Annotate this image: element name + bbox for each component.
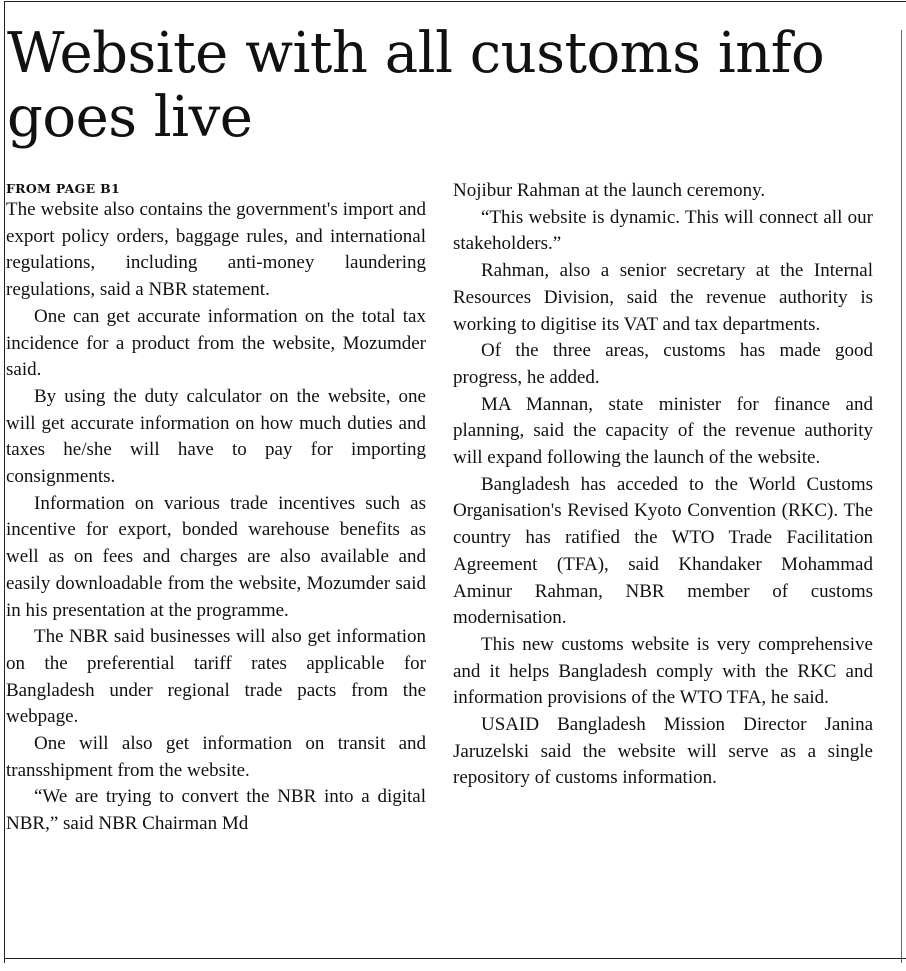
paragraph: Bangladesh has acceded to the World Customs Organisation's Revised Kyoto Convention (RKC). The country has ratified the WTO Trade Facilitation Agreement (TFA), said Khandaker Mohammad Aminur Rahman, NBR member of customs modernisation.	[453, 473, 873, 629]
paragraph: Rahman, also a senior secretary at the Internal Resources Division, said the revenue authority is working to digitise its VAT and tax departments.	[453, 260, 873, 335]
paragraph: MA Mannan, state minister for finance and planning, said the capacity of the revenue authority will expand following the launch of the website.	[453, 393, 873, 469]
paragraph: “This website is dynamic. This will connect all our stakeholders.”	[453, 206, 873, 255]
top-rule	[4, 1, 906, 2]
right-rule	[901, 30, 902, 963]
headline: Website with all customs info goes live	[7, 21, 825, 150]
paragraph: USAID Bangladesh Mission Director Janina Jaruzelski said the website will serve as a single repository of customs information.	[453, 714, 873, 789]
article-column-left	[6, 181, 426, 838]
paragraph: One can get accurate information on the total tax incidence for a product from the website, Mozumder said.	[6, 305, 426, 381]
paragraph: Information on various trade incentives such as incentive for export, bonded warehouse benefits as well as on fees and charges are also available and easily downloadable from the website, Mozumder said in his presentation at the programme.	[6, 492, 426, 621]
paragraph: Of the three areas, customs has made good progress, he added.	[453, 340, 873, 388]
left-rule	[4, 1, 5, 963]
bottom-rule	[4, 958, 906, 959]
paragraph: By using the duty calculator on the website, one will get accurate information on how much duties and taxes he/she will have to pay for importing consignments.	[6, 385, 426, 488]
article-column-right	[453, 178, 873, 792]
paragraph: One will also get information on transit and transshipment from the website.	[6, 733, 426, 781]
paragraph: The NBR said businesses will also get information on the preferential tariff rates applicable for Bangladesh under regional trade pacts from the webpage.	[6, 626, 426, 728]
paragraph: “We are trying to convert the NBR into a digital NBR,” said NBR Chairman Md	[6, 786, 426, 835]
continuation-kicker: FROM PAGE B1	[6, 181, 120, 196]
paragraph: Nojibur Rahman at the launch ceremony.	[453, 180, 766, 201]
paragraph: This new customs website is very comprehensive and it helps Bangladesh comply with the RKC and information provisions of the WTO TFA, he said.	[453, 633, 873, 709]
paragraph: The website also contains the government's import and export policy orders, baggage rules, and international regulations, including anti-money laundering regulations, said a NBR statement.	[6, 199, 426, 301]
